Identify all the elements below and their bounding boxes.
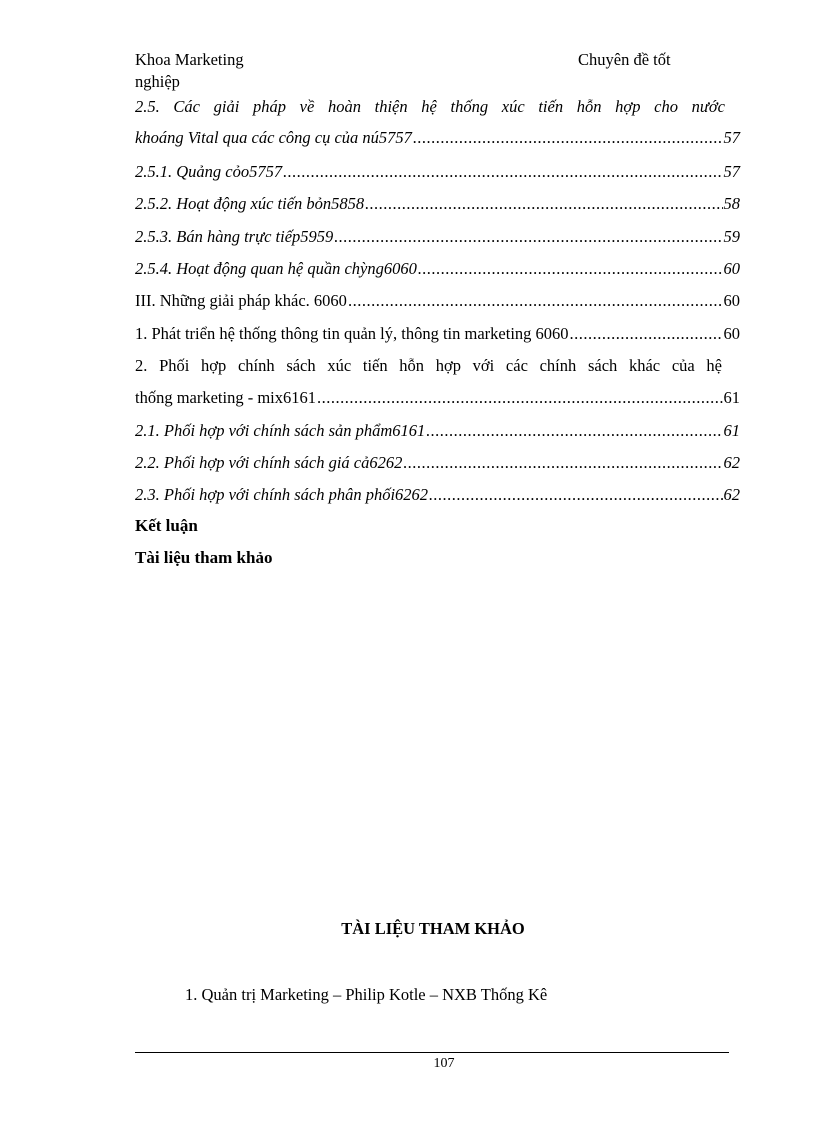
toc-leader-dots [413,128,723,148]
toc-page-number: 58 [723,194,740,213]
toc-entry-2-text: thống marketing - mix6161 [135,388,317,407]
toc-entry-2-5-line1: 2.5. Các giải pháp về hoàn thiện hệ thống xúc tiến hỗn hợp cho nước [135,97,725,116]
toc-entry-2-5-3 [135,227,740,247]
toc-entry-2-line1: 2. Phối hợp chính sách xúc tiến hỗn hợp với các chính sách khác của hệ [135,356,722,375]
toc-entry-2-1 [135,421,740,441]
toc-entry-text: 2.5.2. Hoạt động xúc tiến bỏn5858 [135,194,365,213]
toc-entry-2-5-4 [135,259,740,279]
toc-entry-text: III. Những giải pháp khác. 6060 [135,291,347,310]
toc-page-number: 61 [723,421,740,440]
toc-references: Tài liệu tham khảo [135,548,273,567]
toc-leader-dots [426,421,722,441]
footer-rule [135,1052,729,1053]
toc-leader-dots [317,388,722,408]
toc-conclusion: Kết luận [135,516,198,535]
toc-entry-2-line2 [135,388,740,408]
toc-entry-text: 1. Phát triển hệ thống thông tin quản lý, thông tin marketing 6060 [135,324,569,343]
toc-page-number: 61 [723,388,740,407]
toc-entry-text: 2.5.4. Hoạt động quan hệ quần chỳng6060 [135,259,417,278]
toc-entry-text: 2.5.1. Quảng cỏo5757 [135,162,283,181]
toc-entry-text: 2.5.3. Bán hàng trực tiếp5959 [135,227,334,246]
page-number: 107 [433,1056,455,1071]
page-header-left: Khoa Marketing [135,50,244,69]
toc-entry-text: 2.1. Phối hợp với chính sách sản phẩm6161 [135,421,426,440]
toc-entry-2-5 [135,97,740,148]
reference-item: 1. Quản trị Marketing – Philip Kotle – NXB Thống Kê [185,985,548,1004]
toc-entry-text: 2.3. Phối hợp với chính sách phân phối6262 [135,485,429,504]
toc-page-number: 60 [723,259,740,278]
toc-leader-dots [334,227,722,247]
toc-leader-dots [418,259,723,279]
toc-entry-text: 2.2. Phối hợp với chính sách giá cả6262 [135,453,403,472]
toc-entry-2-5-text: khoáng Vital qua các công cụ của nú5757 [135,128,412,147]
toc-entry-2-3 [135,485,740,505]
toc-entry-2-2 [135,453,740,473]
toc-page-number: 57 [723,162,740,181]
toc-page-number: 59 [723,227,740,246]
page-header-right: Chuyên đề tốt [578,50,671,69]
toc-entry-2-5-2 [135,194,740,214]
toc-entry-2 [135,356,740,408]
toc-leader-dots [283,162,722,182]
toc-leader-dots [403,453,722,473]
references-title: TÀI LIỆU THAM KHẢO [341,919,525,938]
toc-page-number: 60 [723,291,740,310]
toc-entry-2-5-1 [135,162,740,182]
toc-page-number: 62 [723,453,740,472]
toc-leader-dots [429,485,722,505]
toc-page-number: 57 [723,128,740,147]
toc-entry-iii [135,291,740,311]
toc-entry-1 [135,324,740,344]
toc-page-number: 60 [723,324,740,343]
toc-leader-dots [348,291,723,311]
toc-leader-dots [570,324,723,344]
page-header-continuation: nghiệp [135,72,180,91]
toc-entry-2-5-line2 [135,128,740,148]
toc-leader-dots [365,194,722,214]
toc-page-number: 62 [723,485,740,504]
